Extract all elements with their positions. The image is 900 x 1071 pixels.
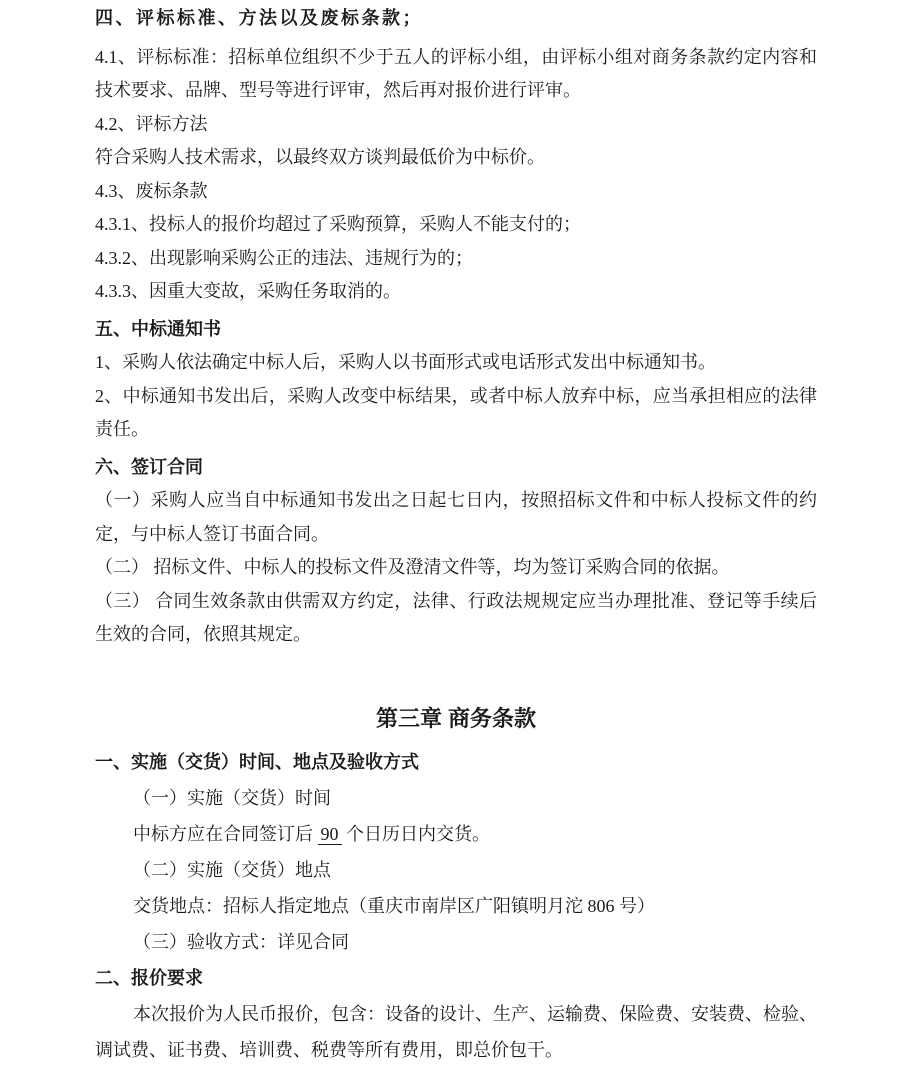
heading-delivery-time-place: 一、实施（交货）时间、地点及验收方式 [95,751,419,772]
clause-4-2-body: 符合采购人技术需求，以最终双方谈判最低价为中标价。 [95,147,545,167]
delivery-place-subheading: （二）实施（交货）地点 [133,859,331,880]
clause-4-3-3: 4.3.3、因重大变故，采购任务取消的。 [95,281,401,301]
clause-4-3-1: 4.3.1、投标人的报价均超过了采购预算，采购人不能支付的； [95,214,581,234]
award-notice-item-1: 1、采购人依法确定中标人后，采购人以书面形式或电话形式发出中标通知书。 [95,352,716,372]
delivery-days-value: 90 [318,824,342,845]
sign-contract-item-3: （三） 合同生效条款由供需双方约定，法律、行政法规规定应当办理批准、登记等手续后生效的合同，依照其规定。 [95,590,817,644]
sign-contract-item-1: （一）采购人应当自中标通知书发出之日起七日内，按照招标文件和中标人投标文件的约定，与中标人签订书面合同。 [95,490,817,544]
clause-4-1: 4.1、评标标准：招标单位组织不少于五人的评标小组，由评标小组对商务条款约定内容和技术要求、品牌、型号等进行评审，然后再对报价进行评审。 [95,46,817,100]
quotation-requirements-body: 本次报价为人民币报价，包含：设备的设计、生产、运输费、保险费、安装费、检验、调试费、证书费、培训费、税费等所有费用，即总价包干。 [95,1003,817,1060]
chapter-title: 第三章 商务条款 [375,705,537,731]
heading-award-notice: 五、中标通知书 [95,318,221,339]
delivery-time-subheading: （一）实施（交货）时间 [133,787,331,808]
acceptance-method-clause: （三）验收方式：详见合同 [133,931,349,952]
clause-4-2: 4.2、评标方法 [95,113,208,134]
award-notice-item-2: 2、中标通知书发出后，采购人改变中标结果，或者中标人放弃中标，应当承担相应的法律责任。 [95,385,817,439]
delivery-place-clause: 交货地点：招标人指定地点（重庆市南岸区广阳镇明月沱 806 号） [133,895,655,916]
heading-quotation-requirements: 二、报价要求 [95,967,203,988]
clause-4-3: 4.3、废标条款 [95,180,208,201]
section-commercial-terms [95,744,817,1068]
delivery-time-suffix: 个日历日内交货。 [346,823,490,844]
clause-4-3-2: 4.3.2、出现影响采购公正的违法、违规行为的； [95,247,473,268]
sign-contract-item-2: （二） 招标文件、中标人的投标文件及澄清文件等，均为签订采购合同的依据。 [95,557,730,577]
heading-evaluation-criteria: 四、评标标准、方法以及废标条款； [95,8,423,28]
section-evaluation-criteria [95,2,817,652]
delivery-time-prefix: 中标方应在合同签订后 [133,823,313,844]
heading-sign-contract: 六、签订合同 [95,456,203,477]
delivery-time-clause [95,816,817,852]
